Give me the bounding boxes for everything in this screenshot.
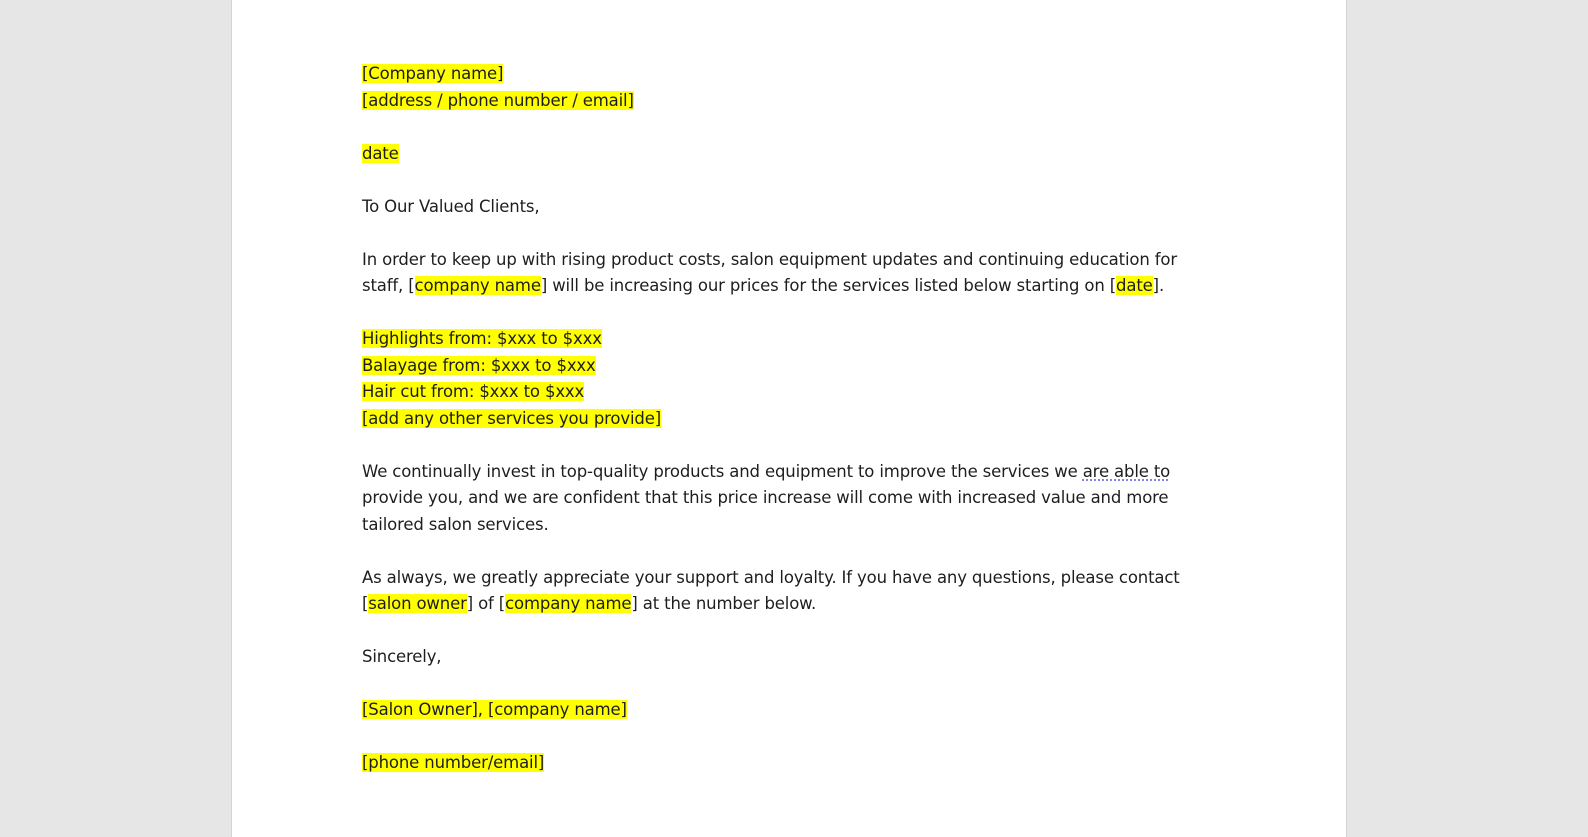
list-item: [add any other services you provide] [362,408,662,428]
salon-owner-placeholder: salon owner [368,594,467,613]
letter-header [362,61,1202,114]
start-date-placeholder: date [1116,276,1153,295]
salutation: To Our Valued Clients, [362,196,540,216]
document-page[interactable] [231,0,1347,837]
paragraph-intro: In order to keep up with rising product costs, salon equipment updates and continuing education for staff, [company name] will be increasing our prices for the services listed below starting on [date]. [362,249,1177,295]
paragraph-thanks: As always, we greatly appreciate your support and loyalty. If you have any questions, please contact [salon owner] of [company name] at the number below. [362,567,1180,613]
paragraph-investment: We continually invest in top-quality products and equipment to improve the services we are able to provide you, and we are confident that this price increase will come with increased value and more tailored salon services. [362,461,1171,534]
closing: Sincerely, [362,647,442,666]
contact-placeholder: [address / phone number / email] [362,90,634,110]
company-name-inline-placeholder: company name [414,276,541,295]
list-item: Highlights from: $xxx to $xxx [362,329,602,348]
contact-line-placeholder: [phone number/email] [362,753,545,772]
date-placeholder: date [362,143,399,163]
service-price-list [362,326,1202,432]
list-item: Balayage from: $xxx to $xxx [362,355,596,375]
signature-placeholder: [Salon Owner], [company name] [362,700,627,719]
list-item: Hair cut from: $xxx to $xxx [362,382,585,401]
letter-body[interactable] [362,61,1202,777]
company-name-inline-placeholder: company name [505,594,632,613]
company-name-placeholder: [Company name] [362,64,504,83]
grammar-flag[interactable]: are able to [1082,461,1171,481]
